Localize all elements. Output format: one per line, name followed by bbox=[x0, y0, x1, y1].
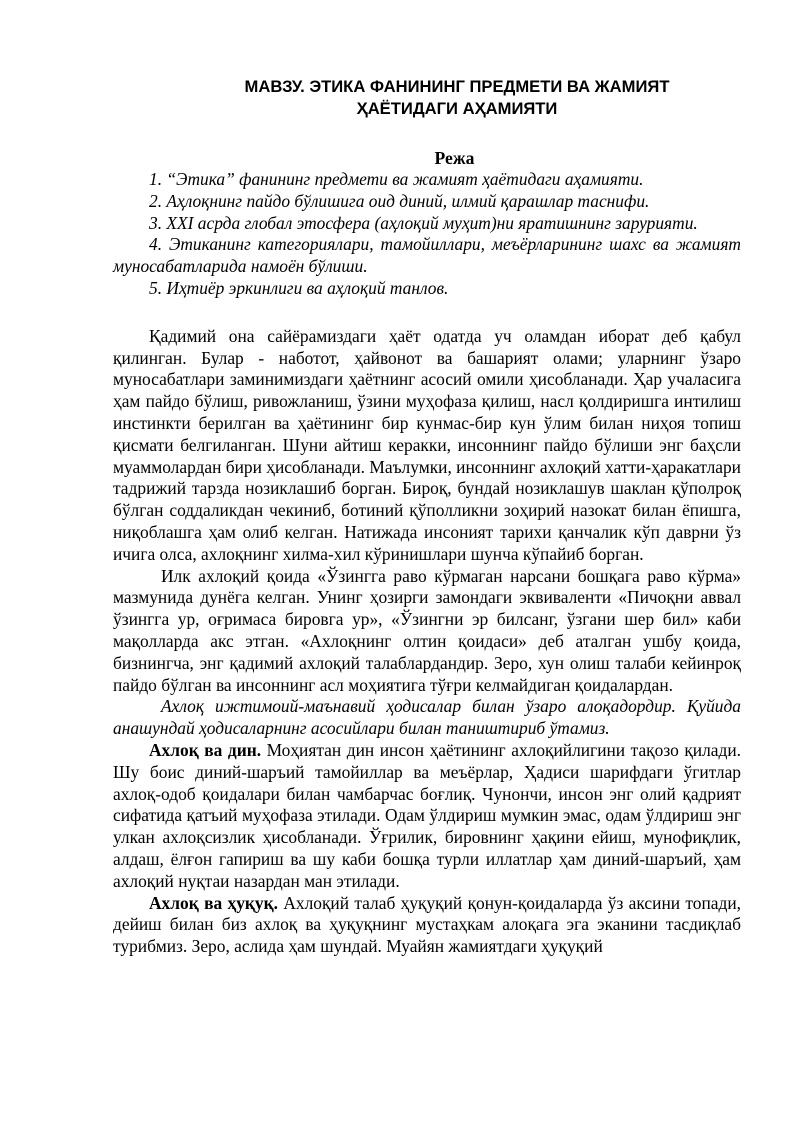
plan-heading: Режа bbox=[434, 148, 475, 168]
document-page bbox=[113, 76, 741, 958]
document-body bbox=[113, 326, 741, 958]
plan-item: 2. Аҳлоқнинг пайдо бўлишига оид диний, илмий қарашлар таснифи. bbox=[149, 190, 650, 211]
title-line-1: МАВЗУ. ЭТИКА ФАНИНИНГ ПРЕДМЕТИ ВА ЖАМИЯТ bbox=[244, 77, 670, 96]
paragraph-4-text: Моҳиятан дин инсон ҳаётининг ахлоқийлигини тақозо қилади. Шу боис диний-шаръий тамойиллар ва меъёрлар, Ҳадиси шарифдаги ўгитлар ахлоқ-одоб қоидалари билан чамбарчас боғлиқ. Чунончи, инсон энг олий қадрият сифатида қатъий муҳофаза этилади. Одам ўлдириш мумкин эмас, одам ўлдириш энг улкан ахлоқсизлик ҳисобланади. Ўғрилик, бировнинг ҳақини ейиш, мунофиқлик, алдаш, ёлғон гапириш ва шу каби бошқа турли иллатлар ҳам диний-шаръий, ҳам ахлоқий нуқтаи назардан ман этилади. bbox=[113, 739, 741, 891]
plan-item: 1. “Этика” фанининг предмети ва жамият ҳаётидаги аҳамияти. bbox=[149, 169, 644, 189]
plan-item: 5. Иҳтиёр эркинлиги ва аҳлоқий танлов. bbox=[149, 277, 449, 298]
plan-item: 4. Этиканинг категориялари, тамойиллари, меъёрларининг шахс ва жамият муносабатларида намоён бўлиши. bbox=[113, 234, 741, 277]
paragraph-2: Илк ахлоқий қоида «Ўзингга раво кўрмаган нарсани бошқага раво кўрма» мазмунида дунёга келган. Унинг ҳозирги замондаги эквиваленти «Пичоқни аввал ўзингга ур, оғримаса бировга ур», «Ўзингни эр билсанг, ўзгани шер бил» каби мақолларда акс этган. «Ахлоқнинг олтин қоидаси» деб аталган ушбу қоида, бизнингча, энг қадимий ахлоқий талаблардандир. Зеро, хун олиш талаби кейинроқ пайдо бўлган ва инсоннинг асл моҳиятига тўғри келмайдиган қоидалардан. bbox=[113, 565, 741, 695]
title-line-2: ҲАЁТИДАГИ АҲАМИЯТИ bbox=[356, 99, 558, 118]
paragraph-1: Қадимий она сайёрамиздаги ҳаёт одатда уч оламдан иборат деб қабул қилинган. Булар - наботот, ҳайвонот ва башарият олами; уларнинг ўзаро муносабатлари заминимиздаги ҳаётнинг асосий омили ҳисобланади. Ҳар учаласига ҳам пайдо бўлиш, ривожланиш, ўзини муҳофаза қилиш, насл қолдиришга интилиш инстинкти берилган ва ҳаётининг бир кунмас-бир кун ўлим билан ниҳоя топиш қисмати белгиланган. Шуни айтиш керакки, инсоннинг пайдо бўлиши энг баҳсли муаммолардан бири ҳисобланади. Маълумки, инсоннинг ахлоқий хатти-ҳаракатлари тадрижий тарзда нозиклашиб борган. Бироқ, бундай нозиклашув шаклан қўполроқ бўлган соддаликдан чекиниб, ботиний қўполликни зоҳирий назокат билан ёпишга, ниқоблашга ҳам олиб келган. Натижада инсоният тарихи қанчалик кўп даврни ўз ичига олса, ахлоқнинг хилма-хил кўринишлари шунча кўпайиб борган. bbox=[113, 325, 741, 564]
paragraph-4-heading: Ахлоқ ва дин. bbox=[149, 739, 262, 760]
paragraph-4 bbox=[113, 740, 741, 893]
document-title bbox=[113, 76, 741, 120]
plan-list bbox=[113, 169, 741, 300]
paragraph-5-heading: Ахлоқ ва ҳуқуқ. bbox=[149, 892, 278, 913]
paragraph-3: Ахлоқ ижтимоий-маънавий ҳодисалар билан ўзаро алоқадордир. Қуйида анашундай ҳодисаларнинг асосийлари билан таништириб ўтамиз. bbox=[113, 696, 741, 739]
spacer bbox=[113, 300, 741, 326]
paragraph-5 bbox=[113, 893, 741, 958]
plan-item: 3. XXI асрда глобал этосфера (аҳлоқий муҳит)ни яратишнинг зарурияти. bbox=[149, 212, 698, 233]
paragraph-5-text: Ахлоқий талаб ҳуқуқий қонун-қоидаларда ўз аксини топади, дейиш билан биз ахлоқ ва ҳуқуқнинг мустаҳкам алоқага эга эканини тасдиқлаб турибмиз. Зеро, аслида ҳам шундай. Муайян жамиятдаги ҳуқуқий bbox=[113, 892, 742, 957]
